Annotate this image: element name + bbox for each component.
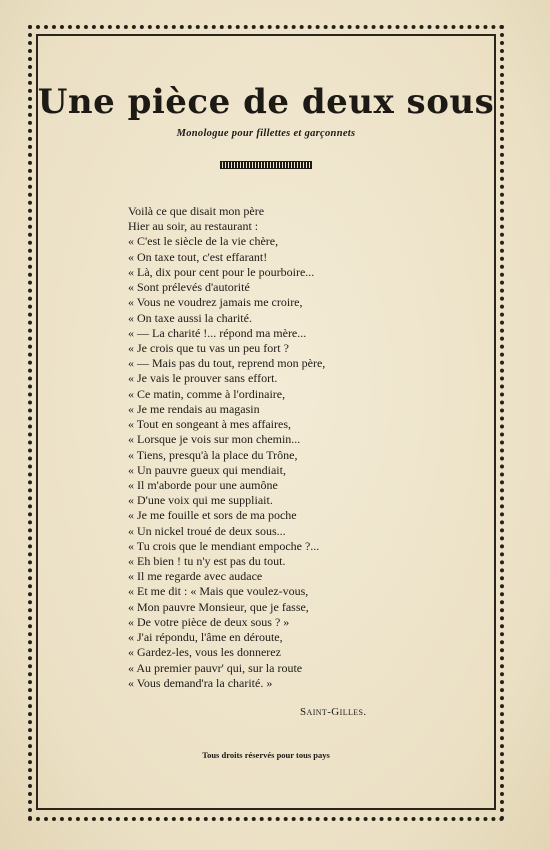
poem-line: « Eh bien ! tu n'y est pas du tout. (128, 554, 286, 569)
poem-line: « Je me rendais au magasin (128, 401, 260, 416)
poem-line: « — La charité !... répond ma mère... (128, 325, 307, 340)
poem-line: « On taxe tout, c'est effarant! (128, 249, 268, 264)
poem-line: « Je me fouille et sors de ma poche (128, 508, 297, 523)
poem-line: Hier au soir, au restaurant : (128, 219, 259, 234)
poem-line: « Sont prélevés d'autorité (128, 280, 250, 295)
poem-body (128, 204, 428, 691)
poem-line: « Mon pauvre Monsieur, que je fasse, (128, 599, 309, 614)
rights-notice: Tous droits réservés pour tous pays (202, 750, 330, 760)
poem-line: « Tu crois que le mendiant empoche ?... (128, 538, 320, 553)
poem-line: « Il me regarde avec audace (128, 569, 263, 584)
poem-line: « J'ai répondu, l'âme en déroute, (128, 630, 283, 645)
author-signature: Saint-Gilles. (300, 706, 367, 718)
poem-line: « C'est le siècle de la vie chère, (128, 234, 279, 249)
poem-line: « Il m'aborde pour une aumône (128, 477, 278, 492)
poem-line: « Au premier pauvr' qui, sur la route (128, 660, 303, 675)
poem-line: « Ce matin, comme à l'ordinaire, (128, 386, 286, 401)
page-subtitle: Monologue pour fillettes et garçonnets (176, 128, 356, 139)
poem-line: « Et me dit : « Mais que voulez-vous, (128, 584, 309, 599)
poem-line: Voilà ce que disait mon père (128, 204, 265, 218)
poem-line: « On taxe aussi la charité. (128, 310, 252, 325)
poem-line: « Je crois que tu vas un peu fort ? (128, 340, 289, 355)
poem-line: « Un nickel troué de deux sous... (128, 523, 286, 538)
poem-line: « Je vais le prouver sans effort. (128, 371, 278, 386)
poem-line: « — Mais pas du tout, reprend mon père, (128, 356, 326, 371)
poem-line: « Un pauvre gueux qui mendiait, (128, 462, 286, 477)
poem-line: « Vous ne voudrez jamais me croire, (128, 295, 303, 310)
poem-line: « Tiens, presqu'à la place du Trône, (128, 447, 298, 462)
poem-line: « D'une voix qui me suppliait. (128, 493, 273, 508)
page-title: Une pièce de deux sous (37, 82, 495, 122)
poem-line: « Là, dix pour cent pour le pourboire... (128, 264, 315, 279)
poem-line: « De votre pièce de deux sous ? » (128, 614, 290, 629)
poem-line: « Lorsque je vois sur mon chemin... (128, 432, 301, 447)
poem-line: « Tout en songeant à mes affaires, (128, 417, 292, 432)
poem-line: « Gardez-les, vous les donnerez (128, 645, 281, 660)
poem-line: « Vous demand'ra la charité. » (128, 675, 273, 690)
ornament-divider (220, 161, 312, 169)
